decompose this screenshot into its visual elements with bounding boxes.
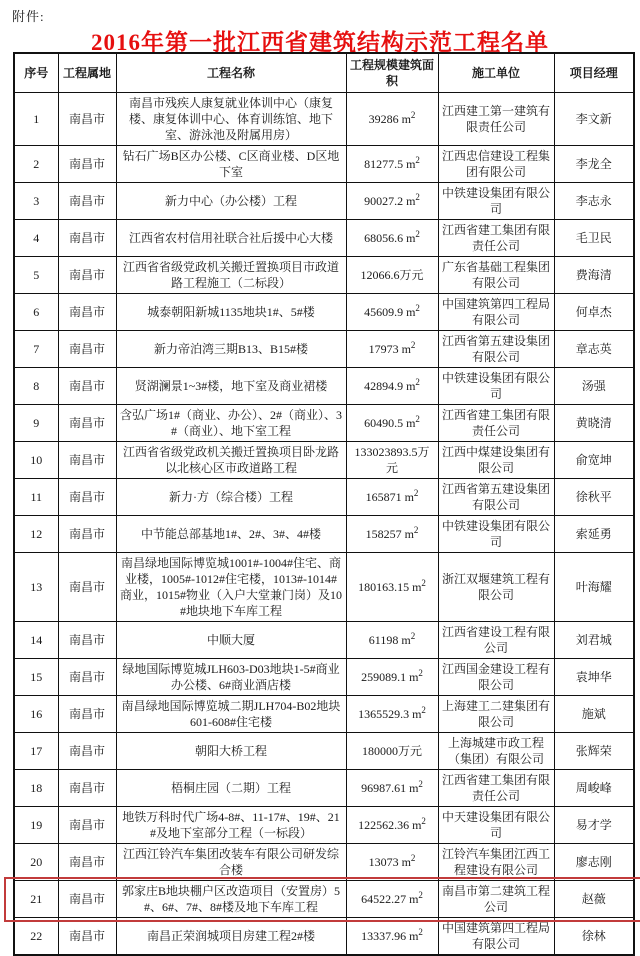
contractor-cell: 中天建设集团有限公司 — [438, 807, 554, 844]
table-row — [14, 93, 634, 146]
contractor-cell: 上海建工二建集团有限公司 — [438, 696, 554, 733]
location-cell: 南昌市 — [58, 146, 116, 183]
manager-cell: 徐林 — [554, 918, 634, 956]
contractor-cell: 广东省基础工程集团有限公司 — [438, 257, 554, 294]
location-cell: 南昌市 — [58, 220, 116, 257]
scale-cell: 259089.1 $m^2$ — [346, 659, 438, 696]
table-row — [14, 733, 634, 770]
scale-cell: 158257 $m^2$ — [346, 516, 438, 553]
table-row — [14, 553, 634, 622]
scale-cell: 1365529.3 $m^2$ — [346, 696, 438, 733]
seq-cell: 4 — [14, 220, 58, 257]
seq-cell: 9 — [14, 405, 58, 442]
manager-cell: 费海清 — [554, 257, 634, 294]
scale-cell: 12066.6万元 — [346, 257, 438, 294]
contractor-cell: 江西省第五建设集团有限公司 — [438, 331, 554, 368]
manager-cell: 索延勇 — [554, 516, 634, 553]
table-row — [14, 405, 634, 442]
header-contractor: 施工单位 — [438, 53, 554, 93]
table-row — [14, 516, 634, 553]
location-cell: 南昌市 — [58, 659, 116, 696]
page-title: 2016年第一批江西省建筑结构示范工程名单 — [91, 30, 549, 55]
seq-cell: 13 — [14, 553, 58, 622]
table-row — [14, 257, 634, 294]
header-seq: 序号 — [14, 53, 58, 93]
seq-cell: 16 — [14, 696, 58, 733]
contractor-cell: 中国建筑第四工程局有限公司 — [438, 294, 554, 331]
contractor-cell: 江西国金建设工程有限公司 — [438, 659, 554, 696]
manager-cell: 何卓杰 — [554, 294, 634, 331]
seq-cell: 19 — [14, 807, 58, 844]
project-name-cell: 南昌绿地国际博览城二期JLH704-B02地块601-608#住宅楼 — [116, 696, 346, 733]
seq-cell: 21 — [14, 881, 58, 918]
table-row — [14, 294, 634, 331]
seq-cell: 11 — [14, 479, 58, 516]
contractor-cell: 江铃汽车集团江西工程建设有限公司 — [438, 844, 554, 881]
seq-cell: 14 — [14, 622, 58, 659]
project-name-cell: 郭家庄B地块棚户区改造项目（安置房）5#、6#、7#、8#楼及地下车库工程 — [116, 881, 346, 918]
table-row — [14, 918, 634, 956]
contractor-cell: 江西省第五建设集团有限公司 — [438, 479, 554, 516]
table-row — [14, 844, 634, 881]
attachment-label: 附件: — [12, 9, 45, 24]
location-cell: 南昌市 — [58, 405, 116, 442]
location-cell: 南昌市 — [58, 93, 116, 146]
contractor-cell: 中铁建设集团有限公司 — [438, 368, 554, 405]
contractor-cell: 江西省建工集团有限责任公司 — [438, 405, 554, 442]
location-cell: 南昌市 — [58, 807, 116, 844]
scale-cell: 133023893.5万元 — [346, 442, 438, 479]
contractor-cell: 江西省建设工程有限公司 — [438, 622, 554, 659]
seq-cell: 5 — [14, 257, 58, 294]
project-name-cell: 新力帝泊湾三期B13、B15#楼 — [116, 331, 346, 368]
scale-cell: 68056.6 $m^2$ — [346, 220, 438, 257]
table-row — [14, 220, 634, 257]
project-name-cell: 朝阳大桥工程 — [116, 733, 346, 770]
manager-cell: 章志英 — [554, 331, 634, 368]
scale-cell: 180163.15 $m^2$ — [346, 553, 438, 622]
table-row — [14, 770, 634, 807]
seq-cell: 17 — [14, 733, 58, 770]
manager-cell: 张辉荣 — [554, 733, 634, 770]
location-cell: 南昌市 — [58, 844, 116, 881]
project-name-cell: 南昌绿地国际博览城1001#-1004#住宅、商业楼，1005#-1012#住宅楼，1013#-1014#商业，1015#物业（入户大堂兼门岗）及10#地块地下车库工程 — [116, 553, 346, 622]
project-name-cell: 江西省农村信用社联合社后援中心大楼 — [116, 220, 346, 257]
location-cell: 南昌市 — [58, 368, 116, 405]
scale-cell: 64522.27 $m^2$ — [346, 881, 438, 918]
seq-cell: 2 — [14, 146, 58, 183]
header-location: 工程属地 — [58, 53, 116, 93]
location-cell: 南昌市 — [58, 257, 116, 294]
location-cell: 南昌市 — [58, 696, 116, 733]
project-name-cell: 江西江铃汽车集团改装车有限公司研发综合楼 — [116, 844, 346, 881]
contractor-cell: 浙江双堰建筑工程有限公司 — [438, 553, 554, 622]
project-name-cell: 梧桐庄园（二期）工程 — [116, 770, 346, 807]
project-name-cell: 含弘广场1#（商业、办公）、2#（商业）、3#（商业）、地下室工程 — [116, 405, 346, 442]
manager-cell: 毛卫民 — [554, 220, 634, 257]
table-row — [14, 622, 634, 659]
scale-cell: 60490.5 $m^2$ — [346, 405, 438, 442]
header-scale: 工程规模建筑面积 — [346, 53, 438, 93]
table-header-row — [14, 53, 634, 93]
manager-cell: 李文新 — [554, 93, 634, 146]
seq-cell: 20 — [14, 844, 58, 881]
scale-cell: 122562.36 $m^2$ — [346, 807, 438, 844]
scale-cell: 39286 $m^2$ — [346, 93, 438, 146]
seq-cell: 15 — [14, 659, 58, 696]
project-name-cell: 城泰朝阳新城1135地块1#、5#楼 — [116, 294, 346, 331]
project-name-cell: 新力·方（综合楼）工程 — [116, 479, 346, 516]
project-name-cell: 新力中心（办公楼）工程 — [116, 183, 346, 220]
location-cell: 南昌市 — [58, 442, 116, 479]
project-name-cell: 绿地国际博览城JLH603-D03地块1-5#商业办公楼、6#商业酒店楼 — [116, 659, 346, 696]
contractor-cell: 中铁建设集团有限公司 — [438, 516, 554, 553]
table-row — [14, 881, 634, 918]
location-cell: 南昌市 — [58, 918, 116, 956]
location-cell: 南昌市 — [58, 553, 116, 622]
location-cell: 南昌市 — [58, 770, 116, 807]
table-row — [14, 183, 634, 220]
location-cell: 南昌市 — [58, 622, 116, 659]
scale-cell: 180000万元 — [346, 733, 438, 770]
table-row — [14, 807, 634, 844]
manager-cell: 俞宽坤 — [554, 442, 634, 479]
seq-cell: 22 — [14, 918, 58, 956]
manager-cell: 施斌 — [554, 696, 634, 733]
project-name-cell: 江西省省级党政机关搬迁置换项目市政道路工程施工（二标段） — [116, 257, 346, 294]
project-name-cell: 钻石广场B区办公楼、C区商业楼、D区地下室 — [116, 146, 346, 183]
scale-cell: 165871 $m^2$ — [346, 479, 438, 516]
location-cell: 南昌市 — [58, 733, 116, 770]
scale-cell: 90027.2 $m^2$ — [346, 183, 438, 220]
project-name-cell: 中节能总部基地1#、2#、3#、4#楼 — [116, 516, 346, 553]
scale-cell: 13337.96 $m^2$ — [346, 918, 438, 956]
manager-cell: 黄晓清 — [554, 405, 634, 442]
seq-cell: 12 — [14, 516, 58, 553]
seq-cell: 1 — [14, 93, 58, 146]
project-name-cell: 中顺大厦 — [116, 622, 346, 659]
project-name-cell: 江西省省级党政机关搬迁置换项目卧龙路以北核心区市政道路工程 — [116, 442, 346, 479]
contractor-cell: 南昌市第二建筑工程公司 — [438, 881, 554, 918]
manager-cell: 李志永 — [554, 183, 634, 220]
scale-cell: 13073 $m^2$ — [346, 844, 438, 881]
project-name-cell: 南昌市残疾人康复就业体训中心（康复楼、康复体训中心、体育训练馆、地下室、游泳池及附属用房） — [116, 93, 346, 146]
project-name-cell: 地铁万科时代广场4-8#、11-17#、19#、21#及地下室部分工程（一标段） — [116, 807, 346, 844]
scale-cell: 17973 $m^2$ — [346, 331, 438, 368]
manager-cell: 廖志刚 — [554, 844, 634, 881]
manager-cell: 李龙全 — [554, 146, 634, 183]
contractor-cell: 江西建工第一建筑有限责任公司 — [438, 93, 554, 146]
contractor-cell: 江西省建工集团有限责任公司 — [438, 770, 554, 807]
seq-cell: 7 — [14, 331, 58, 368]
manager-cell: 袁坤华 — [554, 659, 634, 696]
header-project-name: 工程名称 — [116, 53, 346, 93]
table-row — [14, 442, 634, 479]
scale-cell: 96987.61 $m^2$ — [346, 770, 438, 807]
scale-cell: 42894.9 $m^2$ — [346, 368, 438, 405]
table-row — [14, 368, 634, 405]
table-row — [14, 659, 634, 696]
table-row — [14, 146, 634, 183]
contractor-cell: 上海城建市政工程（集团）有限公司 — [438, 733, 554, 770]
table-row — [14, 479, 634, 516]
project-name-cell: 南昌正荣润城项目房建工程2#楼 — [116, 918, 346, 956]
contractor-cell: 中国建筑第四工程局有限公司 — [438, 918, 554, 956]
seq-cell: 6 — [14, 294, 58, 331]
projects-table-body — [14, 93, 634, 956]
seq-cell: 10 — [14, 442, 58, 479]
table-row — [14, 696, 634, 733]
contractor-cell: 江西忠信建设工程集团有限公司 — [438, 146, 554, 183]
manager-cell: 易才学 — [554, 807, 634, 844]
scale-cell: 45609.9 $m^2$ — [346, 294, 438, 331]
manager-cell: 刘君城 — [554, 622, 634, 659]
table-row — [14, 331, 634, 368]
seq-cell: 8 — [14, 368, 58, 405]
location-cell: 南昌市 — [58, 294, 116, 331]
location-cell: 南昌市 — [58, 331, 116, 368]
location-cell: 南昌市 — [58, 881, 116, 918]
manager-cell: 赵薇 — [554, 881, 634, 918]
location-cell: 南昌市 — [58, 479, 116, 516]
manager-cell: 周峻峰 — [554, 770, 634, 807]
contractor-cell: 江西省建工集团有限责任公司 — [438, 220, 554, 257]
seq-cell: 3 — [14, 183, 58, 220]
contractor-cell: 江西中煤建设集团有限公司 — [438, 442, 554, 479]
manager-cell: 徐秋平 — [554, 479, 634, 516]
location-cell: 南昌市 — [58, 183, 116, 220]
projects-table — [13, 52, 635, 956]
project-name-cell: 贤湖澜景1~3#楼，地下室及商业裙楼 — [116, 368, 346, 405]
location-cell: 南昌市 — [58, 516, 116, 553]
header-manager: 项目经理 — [554, 53, 634, 93]
scale-cell: 81277.5 $m^2$ — [346, 146, 438, 183]
seq-cell: 18 — [14, 770, 58, 807]
manager-cell: 叶海耀 — [554, 553, 634, 622]
scale-cell: 61198 $m^2$ — [346, 622, 438, 659]
manager-cell: 汤强 — [554, 368, 634, 405]
contractor-cell: 中铁建设集团有限公司 — [438, 183, 554, 220]
